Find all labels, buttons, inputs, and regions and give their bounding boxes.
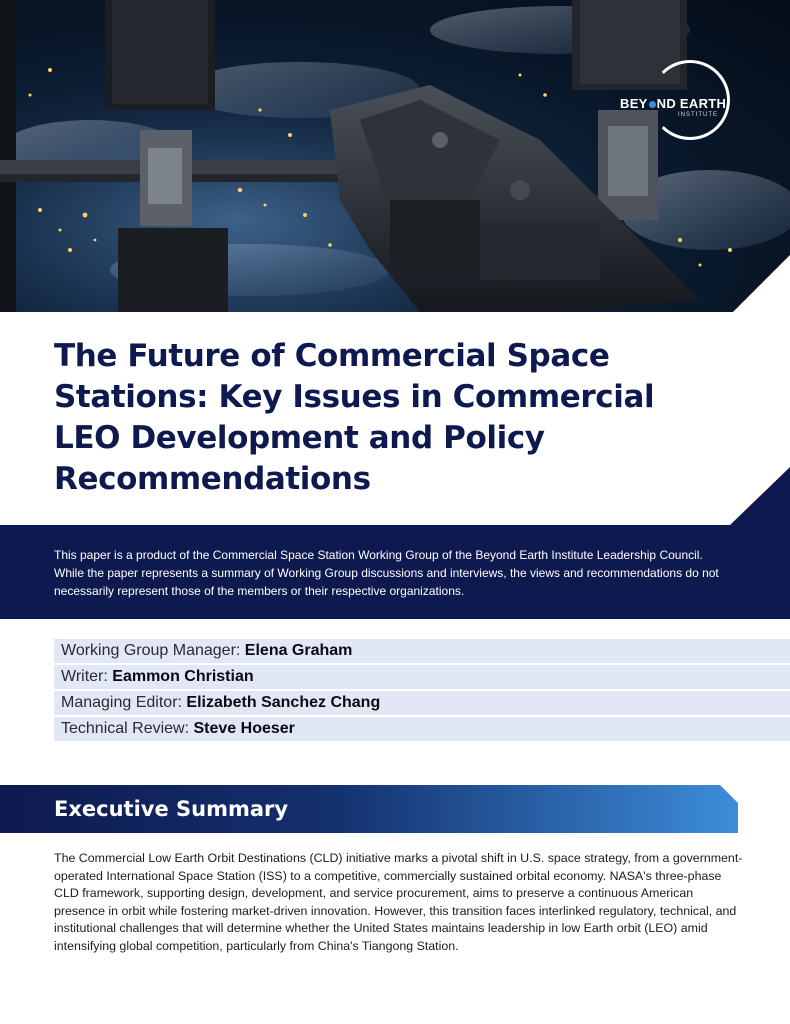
logo-wordmark-part2: ND EARTH (656, 96, 727, 111)
band-corner-shape (730, 467, 790, 525)
space-station-illustration (0, 0, 790, 312)
executive-summary-heading: Executive Summary (54, 797, 289, 821)
credit-role: Managing Editor: (61, 694, 187, 711)
disclaimer-text: This paper is a product of the Commercial Space Station Working Group of the Beyond Earth Institute Leadership Council. While the paper represents a summary of Working Group discussions and interviews, the views and recommendations do not necessarily represent those of the members or their respective organizations. (54, 548, 719, 598)
credit-name: Elena Graham (244, 642, 353, 659)
hero-image (0, 0, 790, 312)
credit-name: Elizabeth Sanchez Chang (186, 694, 381, 711)
executive-summary-body: The Commercial Low Earth Orbit Destinations (CLD) initiative marks a pivotal shift in U.S. space strategy, from a government-operated International Space Station (ISS) to a competitive, commercially sustained orbital economy. NASA's three-phase CLD framework, supporting design, development, and service procurement, aims to preserve a continuous American presence in orbit while fostering market-driven innovation. However, this transition faces interlinked regulatory, technical, and institutional challenges that will determine whether the United States maintains leadership in low Earth orbit (LEO) amid intensifying global competition, particularly from China's Tiangong Station. (54, 851, 743, 953)
logo-subtitle: INSTITUTE (678, 112, 718, 118)
credit-name: Steve Hoeser (193, 720, 295, 737)
logo-dot-icon (649, 101, 656, 108)
credits-list (54, 639, 790, 743)
credit-row-editor (54, 691, 790, 715)
credit-name: Eammon Christian (112, 668, 254, 685)
logo-wordmark-part1: BEY (620, 96, 648, 111)
hero-corner-shape (690, 255, 790, 315)
credit-row-technical (54, 717, 790, 741)
credit-row-writer (54, 665, 790, 689)
credit-role: Working Group Manager: (61, 642, 245, 659)
document-title: The Future of Commercial Space Stations: Key Issues in Commercial LEO Development and Policy Recommendations (54, 338, 655, 497)
logo-wordmark (620, 96, 726, 111)
credit-role: Writer: (61, 668, 113, 685)
credit-row-manager (54, 639, 790, 663)
credit-role: Technical Review: (61, 720, 194, 737)
beyond-earth-logo (612, 62, 736, 140)
